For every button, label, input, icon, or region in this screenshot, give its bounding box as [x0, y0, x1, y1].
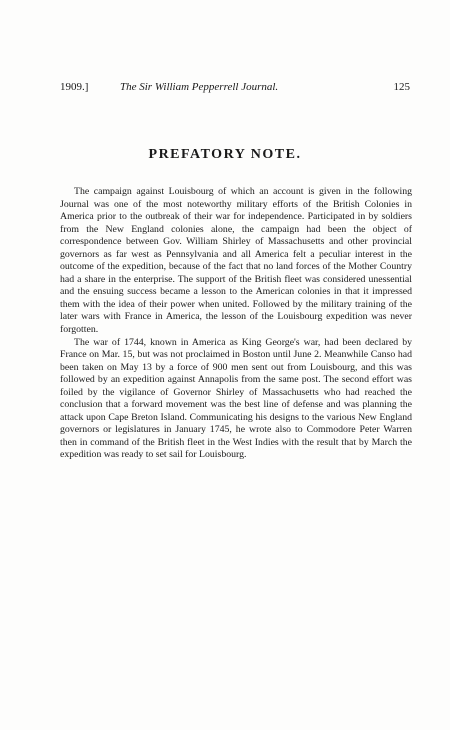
header-running-title: The Sir William Pepperrell Journal. [120, 81, 279, 93]
paragraph-2: The war of 1744, known in America as King George's war, had been declared by France on Mar. 15, but was not proclaimed in Boston until June 2. Meanwhile Canso had been taken on May 13 by a force of 900 men sent out from Louisbourg, and this was followed by an expedition against Annapolis from the same post. The second effort was foiled by the vigilance of Governor Shirley of Massachusetts who had reached the conclusion that a forward movement was the best line of defense and was planning the attack upon Cape Breton Island. Communicating his designs to the various New England governors or legislatures in January 1745, he wrote also to Commodore Peter Warren then in command of the British fleet in the West Indies with the result that by March the expedition was ready to set sail for Louisbourg. [60, 336, 412, 461]
running-header [60, 79, 410, 95]
section-title: PREFATORY NOTE. [148, 147, 302, 162]
paragraph-1: The campaign against Louisbourg of which an account is given in the following Journal was one of the most noteworthy military efforts of the British Colonies in America prior to the outbreak of their war for independence. Participated in by soldiers from the New England colonies alone, the campaign had been the object of correspondence between Gov. William Shirley of Massachusetts and other provincial governors as far west as Pennsylvania and all America felt a peculiar interest in the outcome of the expedition, because of the fact that no land forces of the Mother Country had a share in the enterprise. The support of the British fleet was considered unessential and the ensuing success became a lesson to the American colonies in that it impressed them with the idea of their power when united. Followed by the military training of the later wars with France in America, the lesson of the Louisbourg expedition was never forgotten. [60, 186, 412, 336]
header-year: 1909.] [60, 81, 89, 93]
header-page-number: 125 [393, 81, 410, 93]
body-text [60, 186, 412, 462]
